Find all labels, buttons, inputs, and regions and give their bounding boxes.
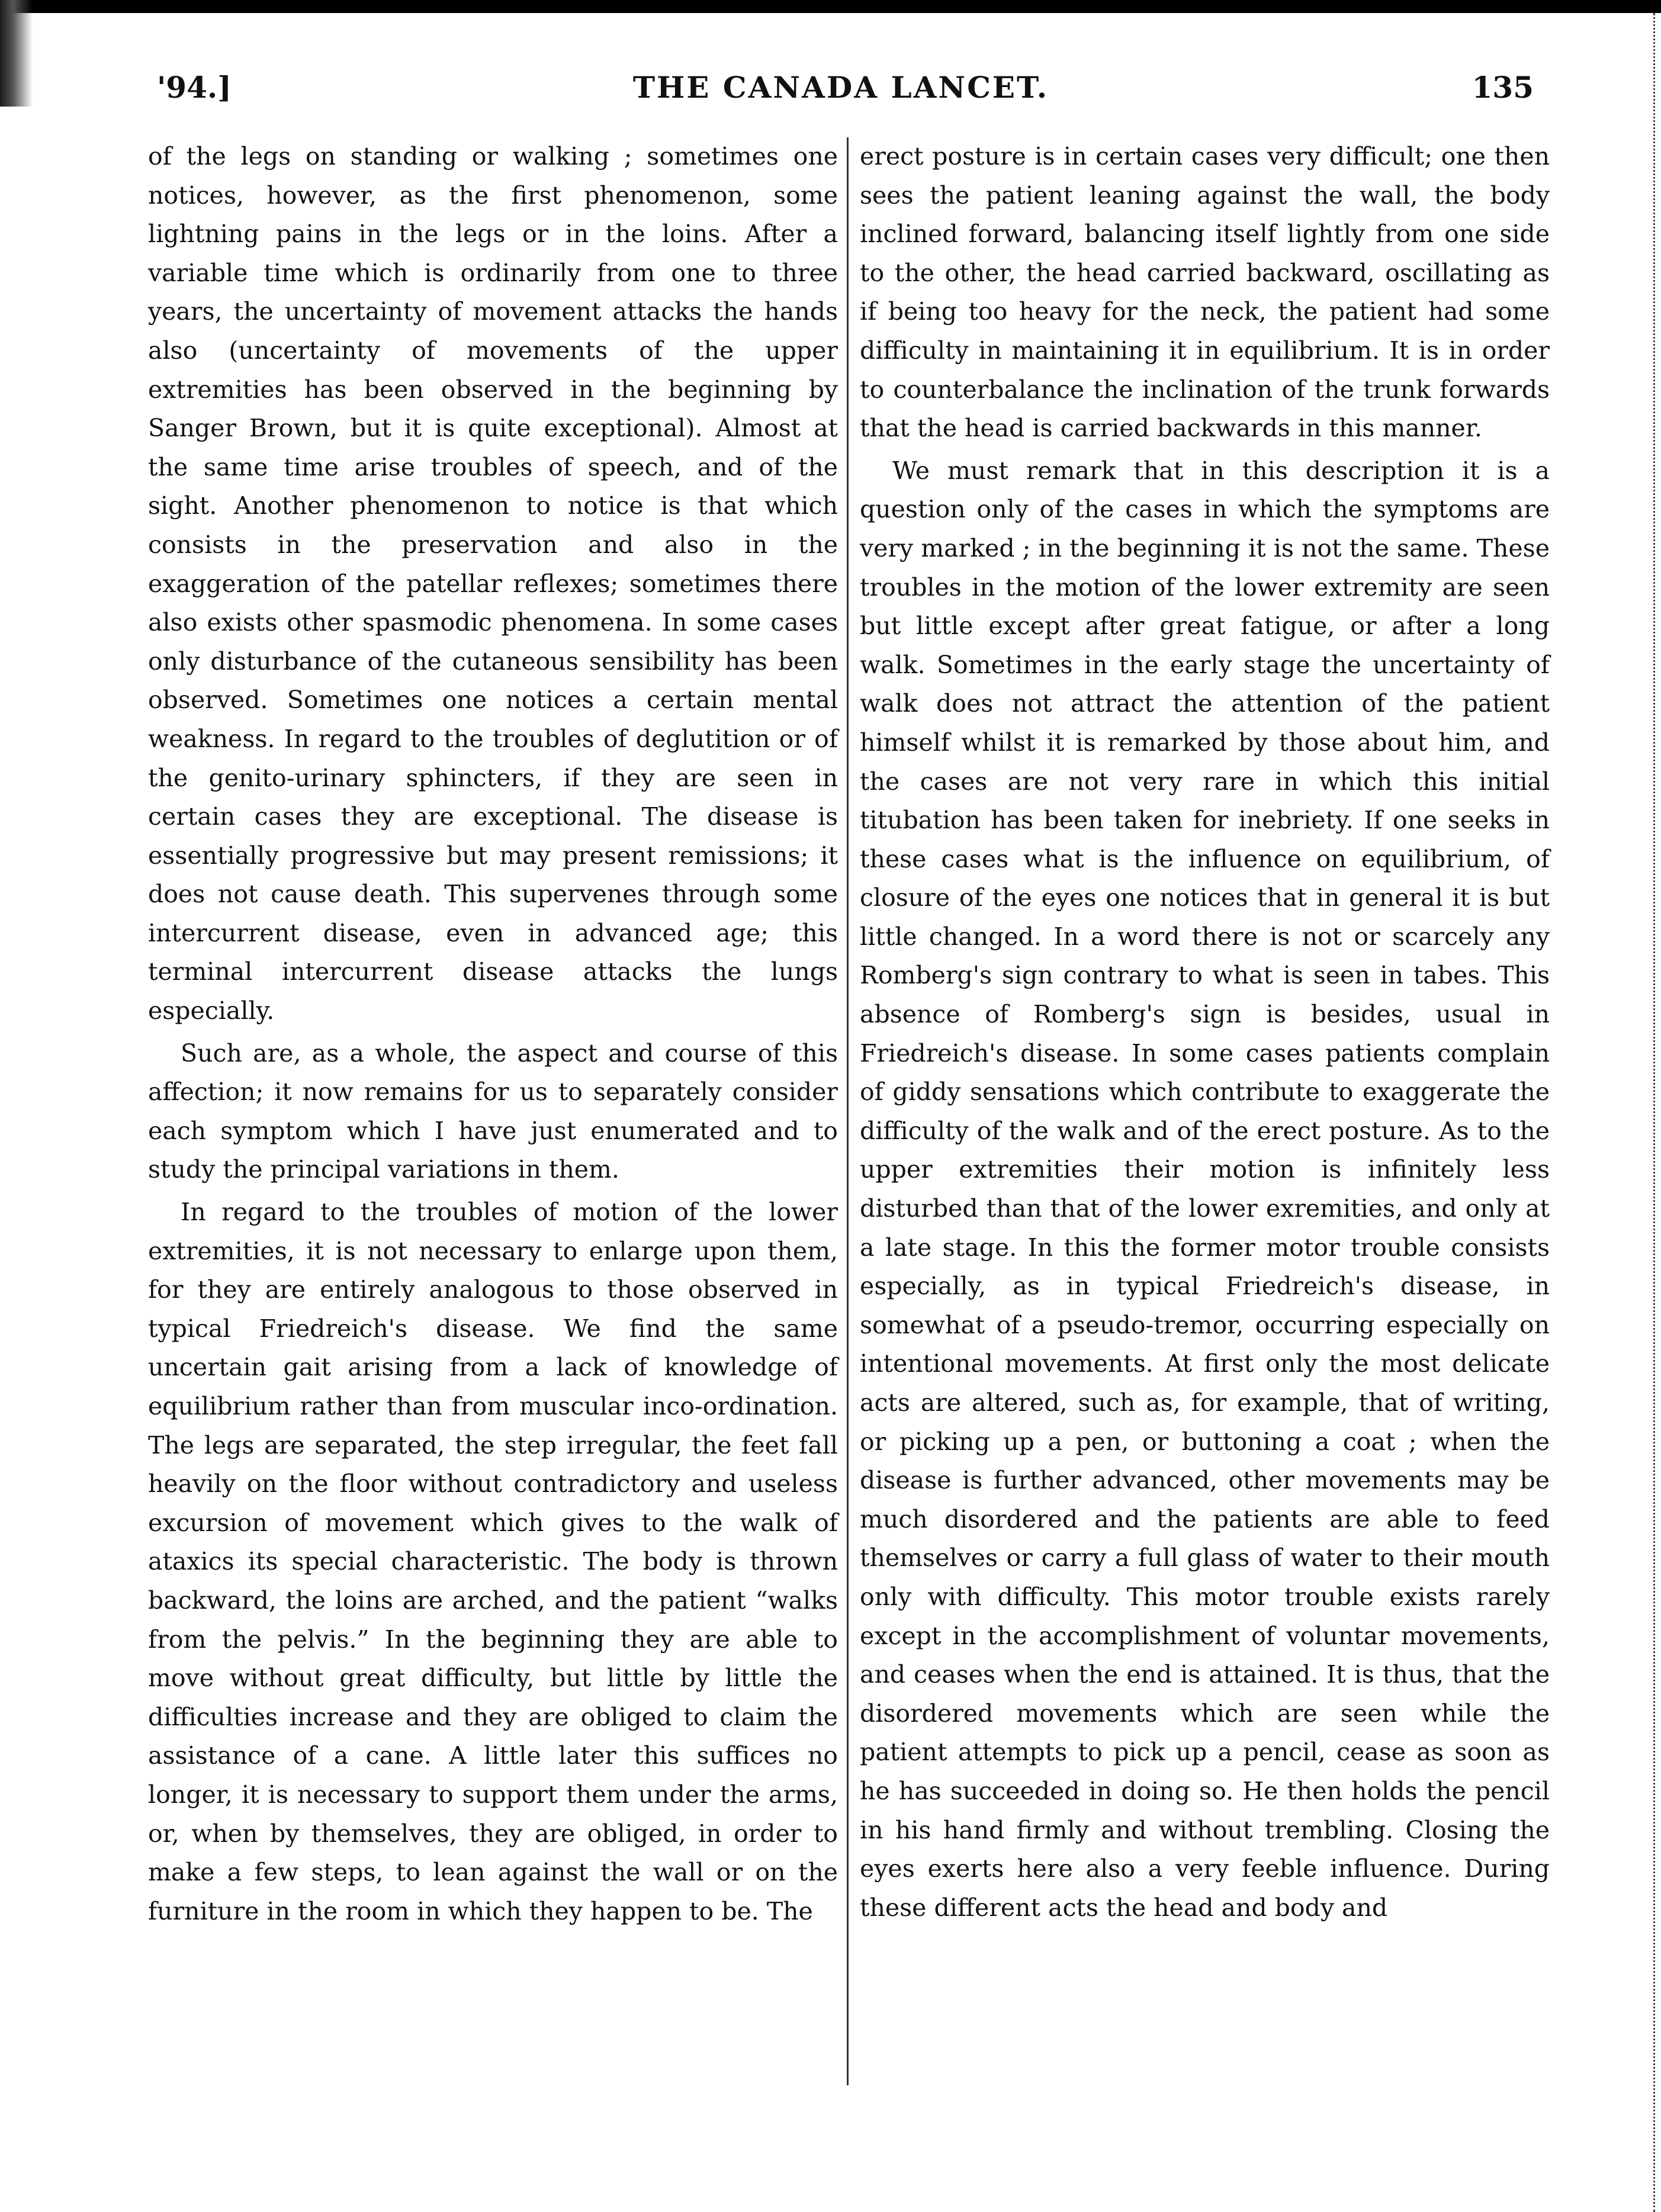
header-year: '94.] [157,70,232,105]
paragraph: erect posture is in certain cases very difficult; one then sees the patient leaning against the wall, the body inclined forward, balancing itself lightly from one side to the other, the head carried backward, oscillating as if being too heavy for the neck, the patient had some difficulty in maintaining it in equilibrium. It is in order to counterbalance the inclination of the trunk forwards that the head is carried backwards in this manner. [860,142,1550,443]
paragraph: In regard to the troubles of motion of the lower extremities, it is not necessary to enlarge upon them, for they are entirely analogous to those observed in typical Friedreich's disease. We find the same uncertain gait arising from a lack of knowledge of equilibrium rather than from muscular inco-ordination. The legs are separated, the step irregular, the feet fall heavily on the floor without contradictory and useless excursion of movement which gives to the walk of ataxics its special characteristic. The body is thrown backward, the loins are arched, and the patient “walks from the pelvis.” In the beginning they are able to move without great difficulty, but little by little the difficulties increase and they are obliged to claim the assistance of a cane. A little later this suffices no longer, it is necessary to support them under the arms, or, when by themselves, they are obliged, in order to make a few steps, to lean against the wall or on the furniture in the room in which they happen to be. The [148,1198,838,1925]
scan-border-top [0,0,1661,13]
journal-title: THE CANADA LANCET. [632,70,1049,105]
paragraph: Such are, as a whole, the aspect and course of this affection; it now remains for us to separately consider each symptom which I have just enumerated and to study the principal variations in them. [148,1039,838,1184]
paragraph: We must remark that in this description it is a question only of the cases in which the symptoms are very marked ; in the beginning it is not the same. These troubles in the motion of the lower extremity are seen but little except after great fatigue, or after a long walk. Sometimes in the early stage the uncertainty of walk does not attract the attention of the patient himself whilst it is remarked by those about him, and the cases are not very rare in which this initial titubation has been taken for inebriety. If one seeks in these cases what is the influence on equilibrium, of closure of the eyes one notices that in general it is but little changed. In a word there is not or scarcely any Romberg's sign contrary to what is seen in tabes. This absence of Romberg's sign is besides, usual in Friedreich's disease. In some cases patients complain of giddy sensations which contribute to exaggerate the difficulty of the walk and of the erect posture. As to the upper extremities their motion is infinitely less disturbed than that of the lower exremities, and only at a late stage. In this the former motor trouble consists especially, as in typical Friedreich's disease, in somewhat of a pseudo-tremor, occurring especially on intentional movements. At first only the most delicate acts are altered, such as, for example, that of writing, or picking up a pen, or buttoning a coat ; when the disease is further advanced, other movements may be much disordered and the patients are able to feed themselves or carry a full glass of water to their mouth only with difficulty. This motor trouble exists rarely except in the accomplishment of voluntar movements, and ceases when the end is attained. It is thus, that the disordered movements which are seen while the patient attempts to pick up a pencil, cease as soon as he has succeeded in doing so. He then holds the pencil in his hand firmly and without trembling. Closing the eyes exerts here also a very feeble influence. During these different acts the head and body and [860,456,1550,1922]
paragraph: of the legs on standing or walking ; sometimes one notices, however, as the first phenomenon, some lightning pains in the legs or in the loins. After a variable time which is ordinarily from one to three years, the uncertainty of movement attacks the hands also (uncertainty of movements of the upper extremities has been observed in the beginning by Sanger Brown, but it is quite exceptional). Almost at the same time arise troubles of speech, and of the sight. Another phenomenon to notice is that which consists in the preservation and also in the exaggeration of the patellar reflexes; sometimes there also exists other spasmodic phenomena. In some cases only disturbance of the cutaneous sensibility has been observed. Sometimes one notices a certain mental weakness. In regard to the troubles of deglutition or of the genito-urinary sphincters, if they are seen in certain cases they are exceptional. The disease is essentially progressive but may present remissions; it does not cause death. This supervenes through some intercurrent disease, even in advanced age; this terminal intercurrent disease attacks the lungs especially. [148,142,838,1025]
left-column [148,137,838,2091]
right-column [860,137,1550,2091]
scan-border-right [1653,13,1661,2212]
scan-border-left [0,0,33,107]
column-divider [847,137,849,2085]
page-header [148,70,1534,123]
page-number: 135 [1472,70,1534,105]
